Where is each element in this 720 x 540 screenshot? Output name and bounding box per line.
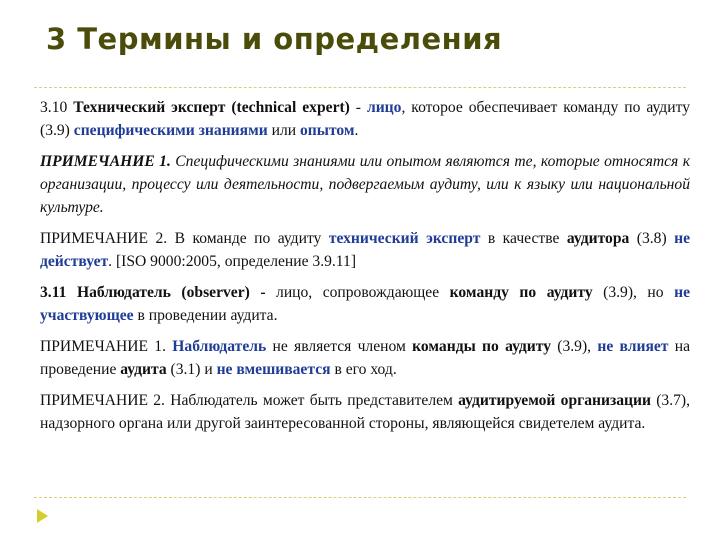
text: (3.9), <box>551 338 598 355</box>
text: не является членом <box>266 338 413 355</box>
keyword: не действует <box>40 230 690 270</box>
note-3-11-2 <box>40 389 690 435</box>
text: (3.1) и <box>166 361 217 378</box>
keyword: лицо <box>366 99 402 116</box>
bold-term: команды по аудиту <box>412 338 552 355</box>
text: в его ход. <box>330 361 397 378</box>
text: (3.7), надзорного органа или другой заинтересованной стороны, являющейся свидетелем аудита. <box>40 392 690 432</box>
note-label: ПРИМЕЧАНИЕ 1. <box>40 153 171 170</box>
text: или <box>267 122 300 139</box>
top-divider <box>34 87 686 88</box>
note-label: ПРИМЕЧАНИЕ 2. <box>40 230 168 247</box>
clause-number: 3.11 <box>40 284 67 301</box>
bold-term: команду по аудиту <box>449 284 593 301</box>
note-3-10-1 <box>40 150 690 219</box>
text: лицо, сопровождающее <box>276 284 450 301</box>
definitions-body <box>40 96 690 441</box>
note-3-11-1 <box>40 335 690 381</box>
keyword: технический эксперт <box>328 230 481 247</box>
definition-3-10 <box>40 96 690 142</box>
keyword: не влияет <box>597 338 669 355</box>
term-observer: Наблюдатель (observer) <box>76 284 250 301</box>
text: в качестве <box>480 230 567 247</box>
text: (3.9), но <box>592 284 675 301</box>
text: В команде по аудиту <box>167 230 329 247</box>
text: , которое обеспечивает команду по аудиту (3.9) <box>40 99 690 139</box>
definition-3-11 <box>40 281 690 327</box>
keyword: опытом <box>300 122 355 139</box>
keyword: не вмешивается <box>216 361 331 378</box>
bold-term: аудитора <box>566 230 630 247</box>
dash: - <box>349 99 367 116</box>
bold-term: аудитируемой организации <box>458 392 651 409</box>
text: (3.8) <box>629 230 675 247</box>
text: на проведение <box>40 338 690 378</box>
text: . <box>354 122 359 139</box>
text: в проведении аудита. <box>133 307 278 324</box>
keyword: специфическими знаниями <box>73 122 268 139</box>
bottom-divider <box>34 497 686 498</box>
clause-number: 3.10 <box>40 99 68 116</box>
note-label: ПРИМЕЧАНИЕ 1. <box>40 338 166 355</box>
keyword: Наблюдатель <box>172 338 267 355</box>
text: . [ISO 9000:2005, определение 3.9.11] <box>108 253 357 270</box>
text: Наблюдатель может быть представителем <box>164 392 459 409</box>
note-label: ПРИМЕЧАНИЕ 2. <box>40 392 165 409</box>
keyword: не участвующее <box>40 284 690 324</box>
page-title: 3 Термины и определения <box>46 22 503 56</box>
note-text: Специфическими знаниями или опытом являются те, которые относятся к организации, процессу или деятельности, подвергаемым аудиту, или к языку или национальной культуре. <box>40 153 690 216</box>
term-technical-expert: Технический эксперт (technical expert) <box>73 99 350 116</box>
triangle-bullet-icon <box>37 509 48 523</box>
bold-term: аудита <box>120 361 167 378</box>
note-3-10-2 <box>40 227 690 273</box>
dash: - <box>249 284 277 301</box>
